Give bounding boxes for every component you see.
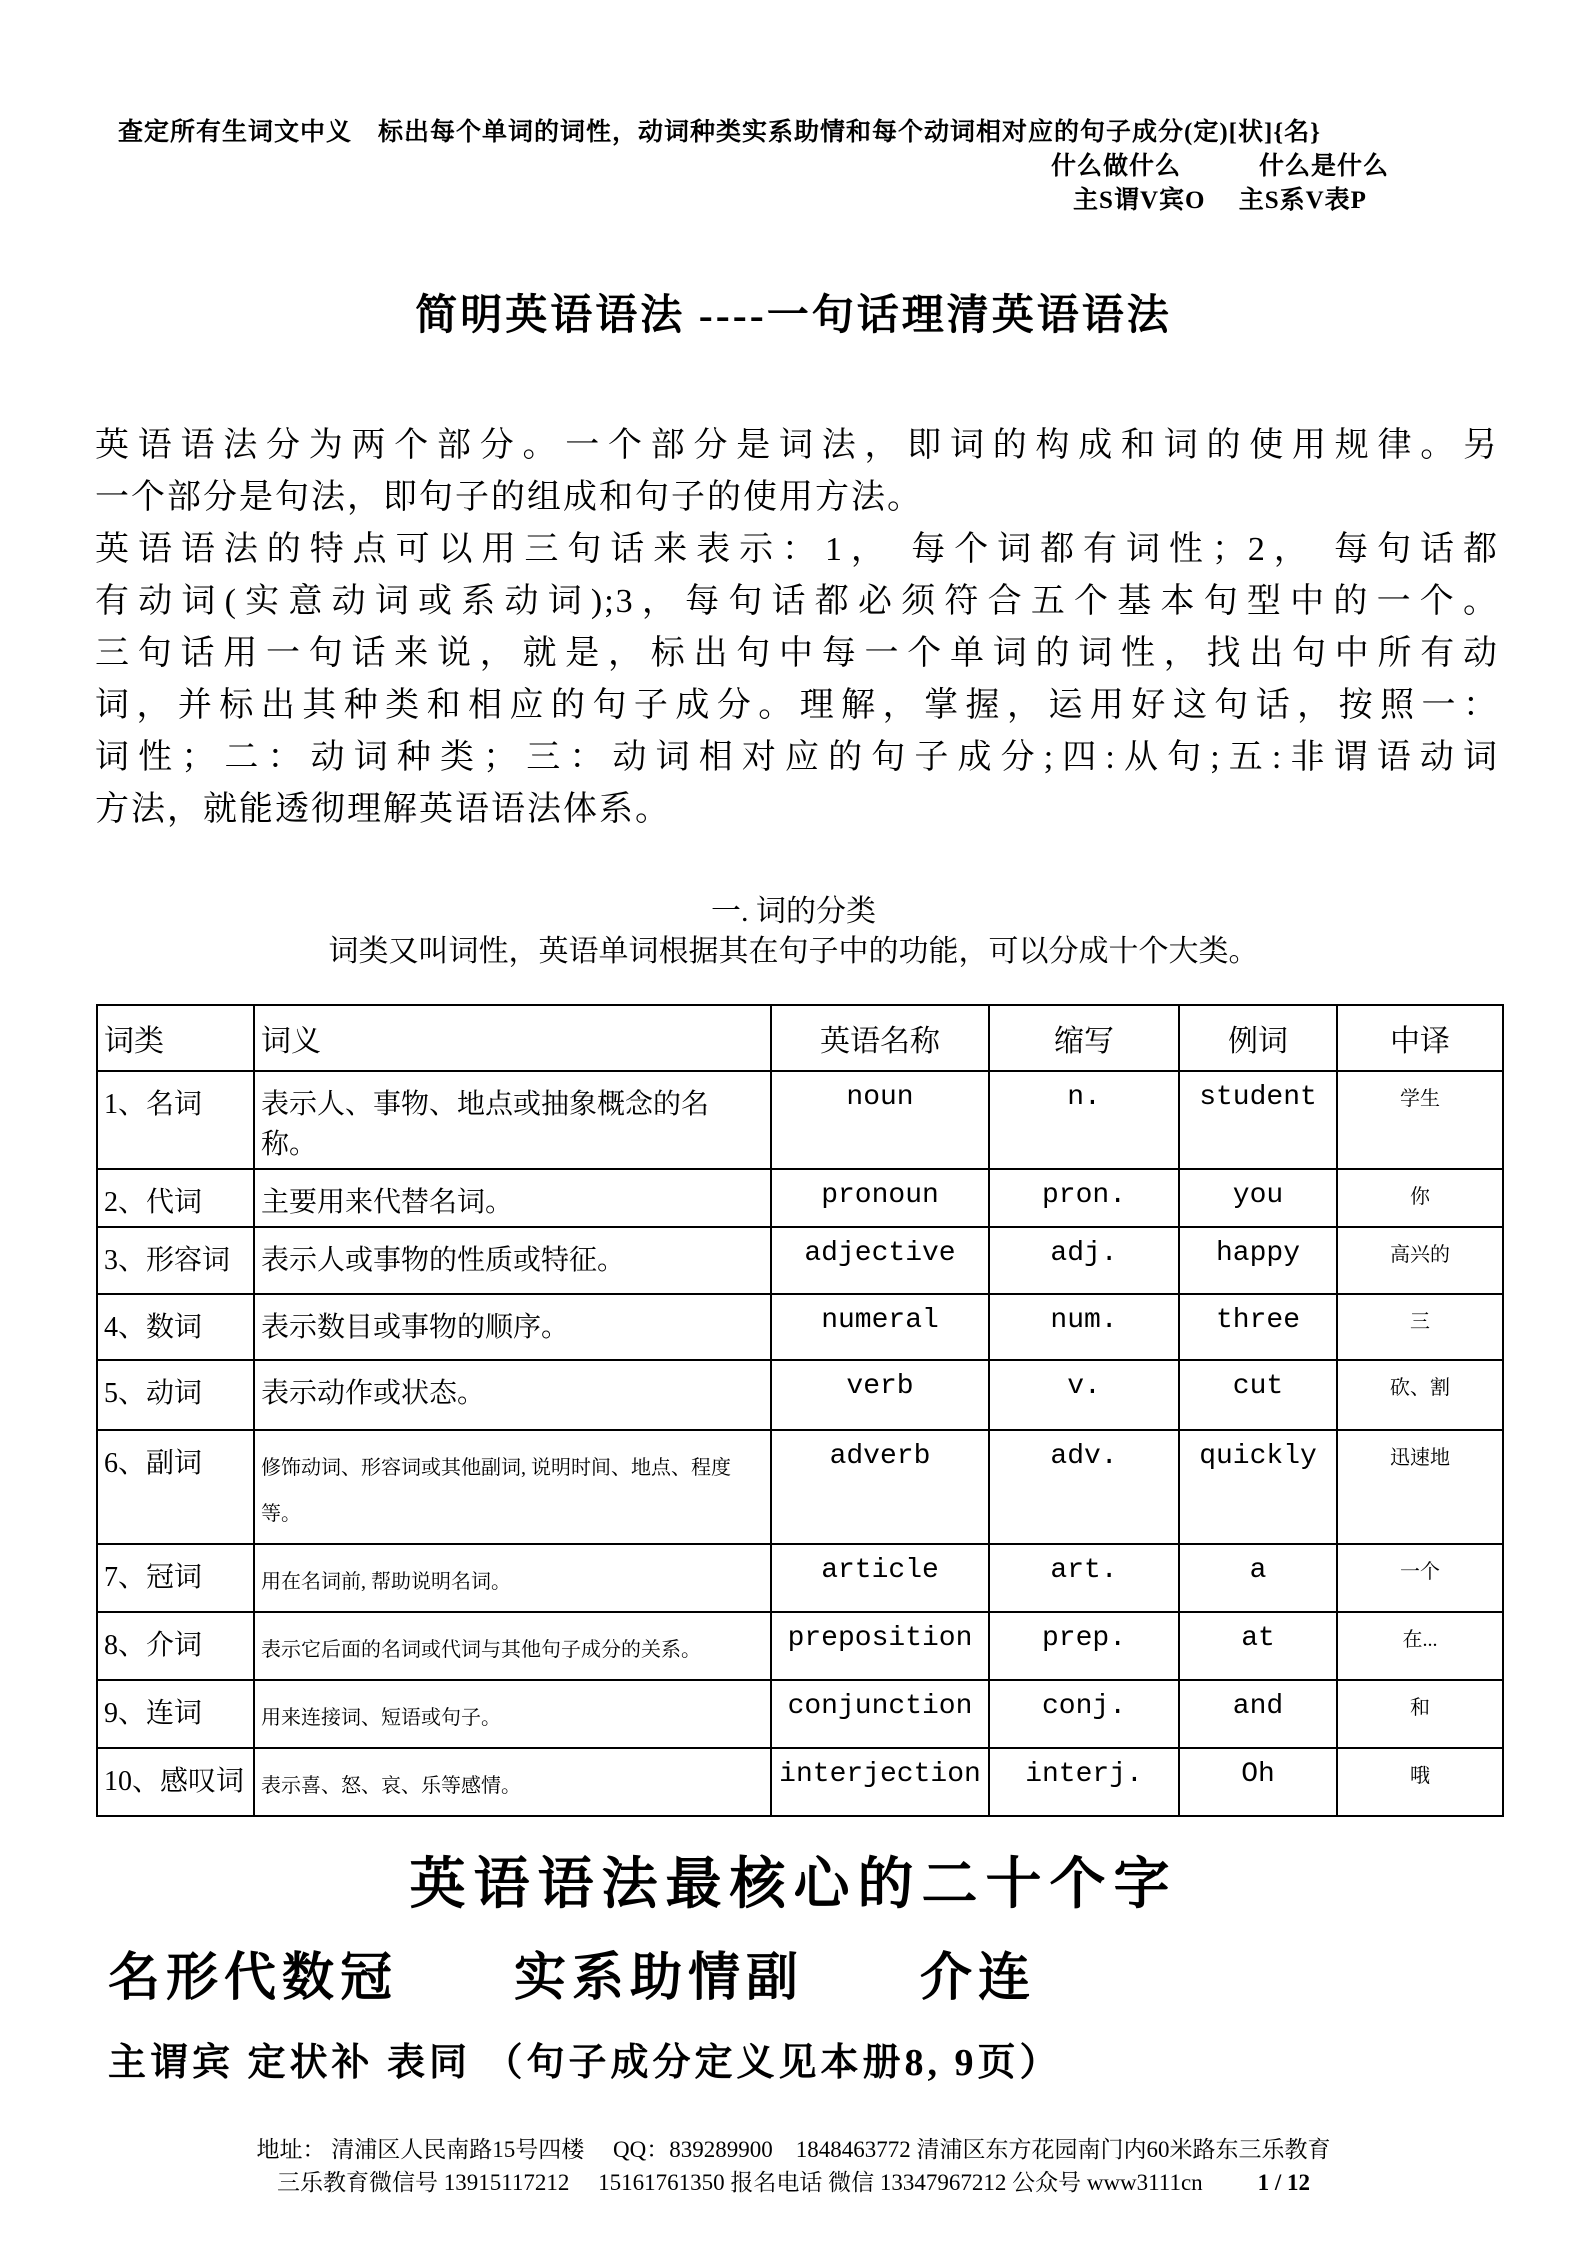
column-header-example: 例词 (1179, 1005, 1337, 1071)
footer-address-line: 地址： 清浦区人民南路15号四楼 QQ：839289900 1848463772 清浦区东方花园南门内60米路东三乐教育 (256, 2137, 1331, 2162)
cell-english-name: adverb (771, 1430, 989, 1544)
cell-english-name: numeral (771, 1294, 989, 1360)
cell-translation: 在... (1337, 1612, 1503, 1680)
cell-example: three (1179, 1294, 1337, 1360)
cell-example: Oh (1179, 1748, 1337, 1816)
header-annotation-line-1: 查定所有生词文中义 标出每个单词的词性，动词种类实系助情和每个动词相对应的句子成分(定)[状]{名} (118, 119, 1322, 146)
intro-line: 英语语法分为两个部分。一个部分是词法，即词的构成和词的使用规律。另 (95, 427, 1499, 464)
column-header-word-class: 词类 (97, 1005, 254, 1071)
cell-english-name: conjunction (771, 1680, 989, 1748)
core-twenty-characters-heading: 英语语法最核心的二十个字 (409, 1854, 1178, 1916)
column-header-translation: 中译 (1337, 1005, 1503, 1071)
cell-word-class: 9、连词 (97, 1680, 254, 1748)
page-footer (0, 2133, 1587, 2199)
cell-abbreviation: n. (989, 1071, 1179, 1169)
intro-paragraph (95, 420, 1499, 836)
cell-translation: 一个 (1337, 1544, 1503, 1612)
intro-line: 有动词(实意动词或系动词);3，每句话都必须符合五个基本句型中的一个。 (95, 583, 1499, 620)
cell-english-name: interjection (771, 1748, 989, 1816)
page-title: 简明英语语法 ----一句话理清英语语法 (415, 293, 1172, 339)
table-row (97, 1294, 1503, 1360)
cell-meaning: 表示数目或事物的顺序。 (254, 1294, 771, 1360)
table-row (97, 1227, 1503, 1294)
cell-example: student (1179, 1071, 1337, 1169)
cell-word-class: 1、名词 (97, 1071, 254, 1169)
cell-meaning: 表示它后面的名词或代词与其他句子成分的关系。 (254, 1612, 771, 1680)
header-annotation (0, 0, 1587, 218)
table-header-row (97, 1005, 1503, 1071)
core-word-classes-line: 名形代数冠 实系助情副 介连 (108, 1950, 1037, 2007)
cell-meaning: 用来连接词、短语或句子。 (254, 1680, 771, 1748)
table-row (97, 1748, 1503, 1816)
page-number: 1 / 12 (1257, 2170, 1311, 2195)
cell-translation: 砍、割 (1337, 1360, 1503, 1430)
cell-word-class: 7、冠词 (97, 1544, 254, 1612)
cell-meaning: 用在名词前, 帮助说明名词。 (254, 1544, 771, 1612)
cell-abbreviation: v. (989, 1360, 1179, 1430)
column-header-abbreviation: 缩写 (989, 1005, 1179, 1071)
cell-example: a (1179, 1544, 1337, 1612)
table-row (97, 1680, 1503, 1748)
cell-abbreviation: conj. (989, 1680, 1179, 1748)
cell-example: quickly (1179, 1430, 1337, 1544)
cell-translation: 学生 (1337, 1071, 1503, 1169)
table-row (97, 1612, 1503, 1680)
cell-meaning: 修饰动词、形容词或其他副词, 说明时间、地点、程度等。 (254, 1430, 771, 1544)
cell-meaning: 表示喜、怒、哀、乐等感情。 (254, 1748, 771, 1816)
cell-english-name: article (771, 1544, 989, 1612)
cell-english-name: noun (771, 1071, 989, 1169)
section-heading (0, 892, 1587, 972)
cell-translation: 迅速地 (1337, 1430, 1503, 1544)
cell-meaning: 表示人、事物、地点或抽象概念的名称。 (254, 1071, 771, 1169)
section-heading-subtitle: 词类又叫词性，英语单词根据其在句子中的功能，可以分成十个大类。 (328, 935, 1259, 968)
intro-line: 三句话用一句话来说，就是，标出句中每一个单词的词性，找出句中所有动 (95, 635, 1499, 672)
section-heading-title: 一. 词的分类 (711, 895, 876, 928)
cell-translation: 哦 (1337, 1748, 1503, 1816)
parts-of-speech-table (96, 1004, 1504, 1817)
table-row (97, 1360, 1503, 1430)
header-annotation-line-3: 主S谓V宾O 主S系V表P (1073, 187, 1367, 214)
cell-abbreviation: prep. (989, 1612, 1179, 1680)
table-row (97, 1071, 1503, 1169)
cell-abbreviation: pron. (989, 1169, 1179, 1227)
cell-word-class: 10、感叹词 (97, 1748, 254, 1816)
cell-english-name: adjective (771, 1227, 989, 1294)
cell-meaning: 主要用来代替名词。 (254, 1169, 771, 1227)
column-header-english-name: 英语名称 (771, 1005, 989, 1071)
cell-example: and (1179, 1680, 1337, 1748)
cell-word-class: 6、副词 (97, 1430, 254, 1544)
cell-example: cut (1179, 1360, 1337, 1430)
cell-example: at (1179, 1612, 1337, 1680)
cell-english-name: preposition (771, 1612, 989, 1680)
cell-word-class: 2、代词 (97, 1169, 254, 1227)
cell-english-name: verb (771, 1360, 989, 1430)
cell-word-class: 8、介词 (97, 1612, 254, 1680)
cell-abbreviation: adj. (989, 1227, 1179, 1294)
cell-abbreviation: interj. (989, 1748, 1179, 1816)
header-annotation-sub (920, 150, 1520, 218)
intro-line: 词性；二：动词种类；三：动词相对应的句子成分;四:从句;五:非谓语动词 (95, 739, 1499, 776)
header-annotation-line-2: 什么做什么 什么是什么 (1050, 153, 1389, 180)
intro-line: 方法，就能透彻理解英语语法体系。 (95, 791, 671, 828)
cell-word-class: 5、动词 (97, 1360, 254, 1430)
cell-example: happy (1179, 1227, 1337, 1294)
column-header-meaning: 词义 (254, 1005, 771, 1071)
table-row (97, 1169, 1503, 1227)
cell-translation: 你 (1337, 1169, 1503, 1227)
cell-word-class: 3、形容词 (97, 1227, 254, 1294)
cell-meaning: 表示动作或状态。 (254, 1360, 771, 1430)
cell-meaning: 表示人或事物的性质或特征。 (254, 1227, 771, 1294)
footer-contact-line (0, 2166, 1587, 2199)
footer-contact-text: 三乐教育微信号 13915117212 15161761350 报名电话 微信 13347967212 公众号 www3111cn (276, 2170, 1203, 2195)
intro-line: 一个部分是句法，即句子的组成和句子的使用方法。 (95, 479, 923, 516)
intro-line: 英语语法的特点可以用三句话来表示：1， 每个词都有词性；2， 每句话都 (95, 531, 1499, 568)
cell-translation: 和 (1337, 1680, 1503, 1748)
cell-abbreviation: adv. (989, 1430, 1179, 1544)
table-row (97, 1430, 1503, 1544)
cell-translation: 三 (1337, 1294, 1503, 1360)
cell-word-class: 4、数词 (97, 1294, 254, 1360)
cell-abbreviation: num. (989, 1294, 1179, 1360)
cell-translation: 高兴的 (1337, 1227, 1503, 1294)
cell-abbreviation: art. (989, 1544, 1179, 1612)
intro-line: 词，并标出其种类和相应的句子成分。理解，掌握，运用好这句话，按照一： (95, 687, 1499, 724)
core-sentence-components-line: 主谓宾 定状补 表同 （句子成分定义见本册8, 9页） (108, 2042, 1062, 2084)
cell-example: you (1179, 1169, 1337, 1227)
cell-english-name: pronoun (771, 1169, 989, 1227)
table-row (97, 1544, 1503, 1612)
